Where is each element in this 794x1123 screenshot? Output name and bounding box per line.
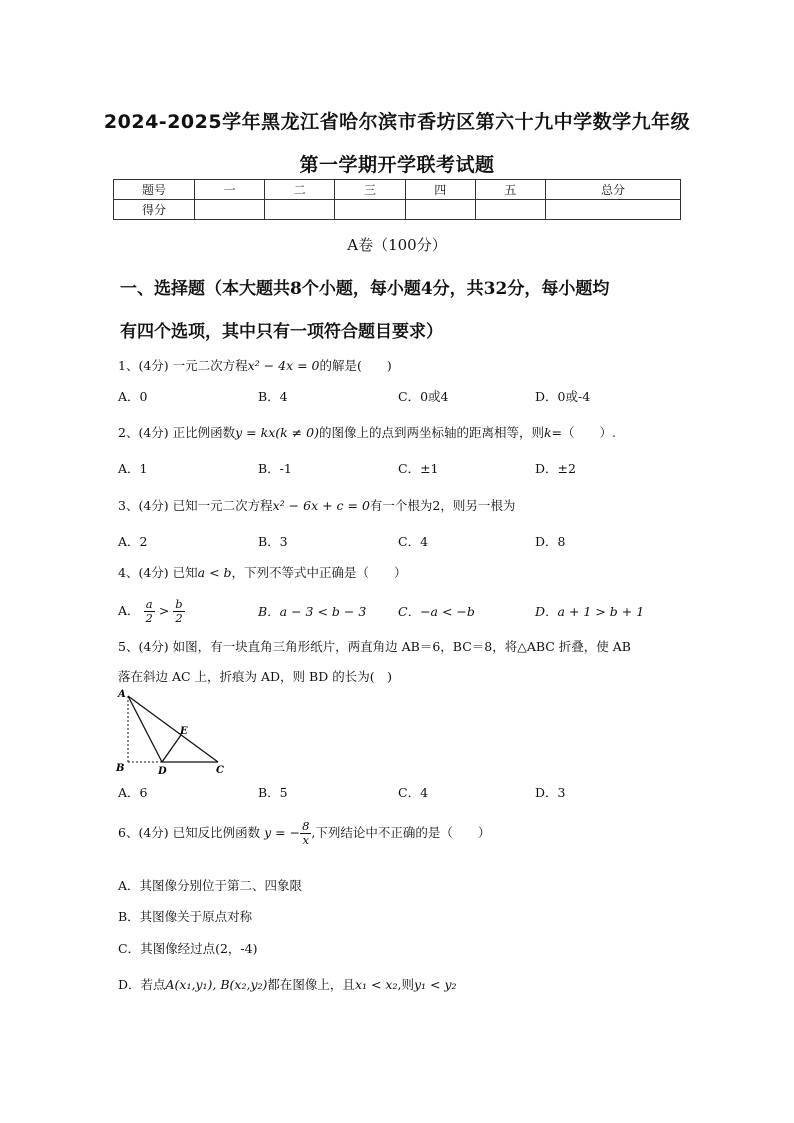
q4-option-b[interactable]: B．a − 3 < b − 3 <box>258 604 367 619</box>
q4-option-a[interactable] <box>118 598 185 625</box>
q4-option-a-label: A． <box>118 603 140 618</box>
label-a: A <box>118 689 126 700</box>
q5-option-b[interactable]: B．5 <box>258 785 288 800</box>
q1-option-b[interactable]: B．4 <box>258 389 288 404</box>
question-4 <box>118 563 407 581</box>
q5-options <box>118 783 698 801</box>
q1-option-d[interactable]: D．0或-4 <box>535 389 591 404</box>
q4-option-d[interactable]: D．a + 1 > b + 1 <box>535 604 645 619</box>
triangle-figure <box>112 688 232 778</box>
q2-function: y = kx(k ≠ 0) <box>235 425 319 440</box>
label-b: B <box>116 763 125 774</box>
score-cell[interactable] <box>335 200 405 220</box>
section-1-heading-line-2: 有四个选项，其中只有一项符合题目要求） <box>120 322 443 342</box>
q1-equation: x² − 4x = 0 <box>247 358 320 373</box>
score-header-cell: 五 <box>475 180 545 200</box>
q6-prefix: 6、(4分) 已知反比例函数 <box>118 825 261 840</box>
q1-prefix: 1、(4分) 一元二次方程 <box>118 358 248 373</box>
question-5-line-2: 落在斜边 AC 上，折痕为 AD，则 BD 的长为( ) <box>118 669 392 684</box>
q6-option-d-points: A(x₁,y₁), B(x₂,y₂) <box>165 977 268 992</box>
score-header-cell: 总分 <box>546 180 681 200</box>
q3-options <box>118 532 698 550</box>
score-table-score-row <box>114 200 681 220</box>
question-1 <box>118 356 392 374</box>
q6-option-d-condition: x₁ < x₂ <box>354 977 398 992</box>
q3-option-a[interactable]: A．2 <box>118 534 148 549</box>
q4-option-a-fraction-1: $\frac{a}{2}$ <box>145 597 153 625</box>
score-header-cell: 三 <box>335 180 405 200</box>
q4-prefix: 4、(4分) 已知 <box>118 565 198 580</box>
fold-line-ad <box>128 696 162 762</box>
q2-option-a[interactable]: A．1 <box>118 461 148 476</box>
q6-option-a[interactable]: A．其图像分别位于第二、四象限 <box>118 878 303 893</box>
title-line-1: 2024-2025学年黑龙江省哈尔滨市香坊区第六十九中学数学九年级 <box>103 111 691 133</box>
label-d: D <box>158 766 167 777</box>
q1-options <box>118 387 698 405</box>
score-header-cell: 二 <box>265 180 335 200</box>
question-2 <box>118 423 616 441</box>
q4-options <box>118 594 698 628</box>
q6-option-d[interactable] <box>118 975 457 993</box>
q6-suffix: ,下列结论中不正确的是（ ） <box>311 825 491 840</box>
label-c: C <box>216 765 224 776</box>
q5-option-c[interactable]: C．4 <box>398 785 429 800</box>
q1-suffix: 的解是( ) <box>319 358 392 373</box>
q3-option-d[interactable]: D．8 <box>535 534 566 549</box>
question-6 <box>118 820 490 847</box>
q6-option-d-conclusion: y₁ < y₂ <box>413 977 457 992</box>
hypotenuse-ac <box>128 696 218 762</box>
q1-option-a[interactable]: A．0 <box>118 389 148 404</box>
q2-suffix: =（ ）. <box>551 425 616 440</box>
q3-option-c[interactable]: C．4 <box>398 534 429 549</box>
score-cell[interactable] <box>405 200 475 220</box>
q6-option-c[interactable]: C．其图像经过点(2，-4) <box>118 941 258 956</box>
q2-options <box>118 459 698 477</box>
title-line-2: 第一学期开学联考试题 <box>299 154 495 176</box>
q6-option-b[interactable]: B．其图像关于原点对称 <box>118 909 253 924</box>
q6-option-d-mid2: ,则 <box>397 977 414 992</box>
q6-option-d-prefix: D．若点 <box>118 977 166 992</box>
q4-option-c[interactable]: C．−a < −b <box>398 604 475 619</box>
score-table <box>113 179 681 220</box>
q4-condition: a < b <box>197 565 232 580</box>
score-header-cell: 四 <box>405 180 475 200</box>
q5-option-a[interactable]: A．6 <box>118 785 148 800</box>
question-5-line-1: 5、(4分) 如图，有一块直角三角形纸片，两直角边 AB＝6，BC＝8，将△ABC 折叠，使 AB <box>118 639 631 654</box>
score-header-cell: 题号 <box>114 180 195 200</box>
score-table-header-row <box>114 180 681 200</box>
q3-option-b[interactable]: B．3 <box>258 534 288 549</box>
q2-k: k <box>543 425 552 440</box>
section-a-heading: A卷（100分） <box>347 236 447 254</box>
q2-option-c[interactable]: C．±1 <box>398 461 439 476</box>
q6-fraction: $\frac{8}{x}$ <box>302 819 310 847</box>
q3-equation: x² − 6x + c = 0 <box>272 498 370 513</box>
section-1-heading-line-1: 一、选择题（本大题共8个小题，每小题4分，共32分，每小题均 <box>120 279 610 299</box>
q4-option-a-fraction-2: $\frac{b}{2}$ <box>175 597 183 625</box>
segment-de <box>162 735 181 762</box>
q6-function-lhs: y = − <box>264 825 301 840</box>
q6-option-d-mid: 都在图像上，且 <box>267 977 355 992</box>
label-e: E <box>180 726 188 737</box>
q2-option-d[interactable]: D．±2 <box>535 461 576 476</box>
score-cell[interactable] <box>546 200 681 220</box>
q4-option-a-operator: > <box>158 603 170 618</box>
q2-mid: 的图像上的点到两坐标轴的距离相等，则 <box>318 425 544 440</box>
q1-option-c[interactable]: C．0或4 <box>398 389 449 404</box>
question-3 <box>118 496 515 514</box>
score-cell[interactable] <box>195 200 265 220</box>
q3-prefix: 3、(4分) 已知一元二次方程 <box>118 498 273 513</box>
score-row-label: 得分 <box>114 200 195 220</box>
score-cell[interactable] <box>475 200 545 220</box>
q2-option-b[interactable]: B．-1 <box>258 461 292 476</box>
q4-suffix: ，下列不等式中正确是（ ） <box>231 565 407 580</box>
q5-option-d[interactable]: D．3 <box>535 785 566 800</box>
q2-prefix: 2、(4分) 正比例函数 <box>118 425 236 440</box>
q3-suffix: 有一个根为2，则另一根为 <box>369 498 516 513</box>
score-header-cell: 一 <box>195 180 265 200</box>
score-cell[interactable] <box>265 200 335 220</box>
